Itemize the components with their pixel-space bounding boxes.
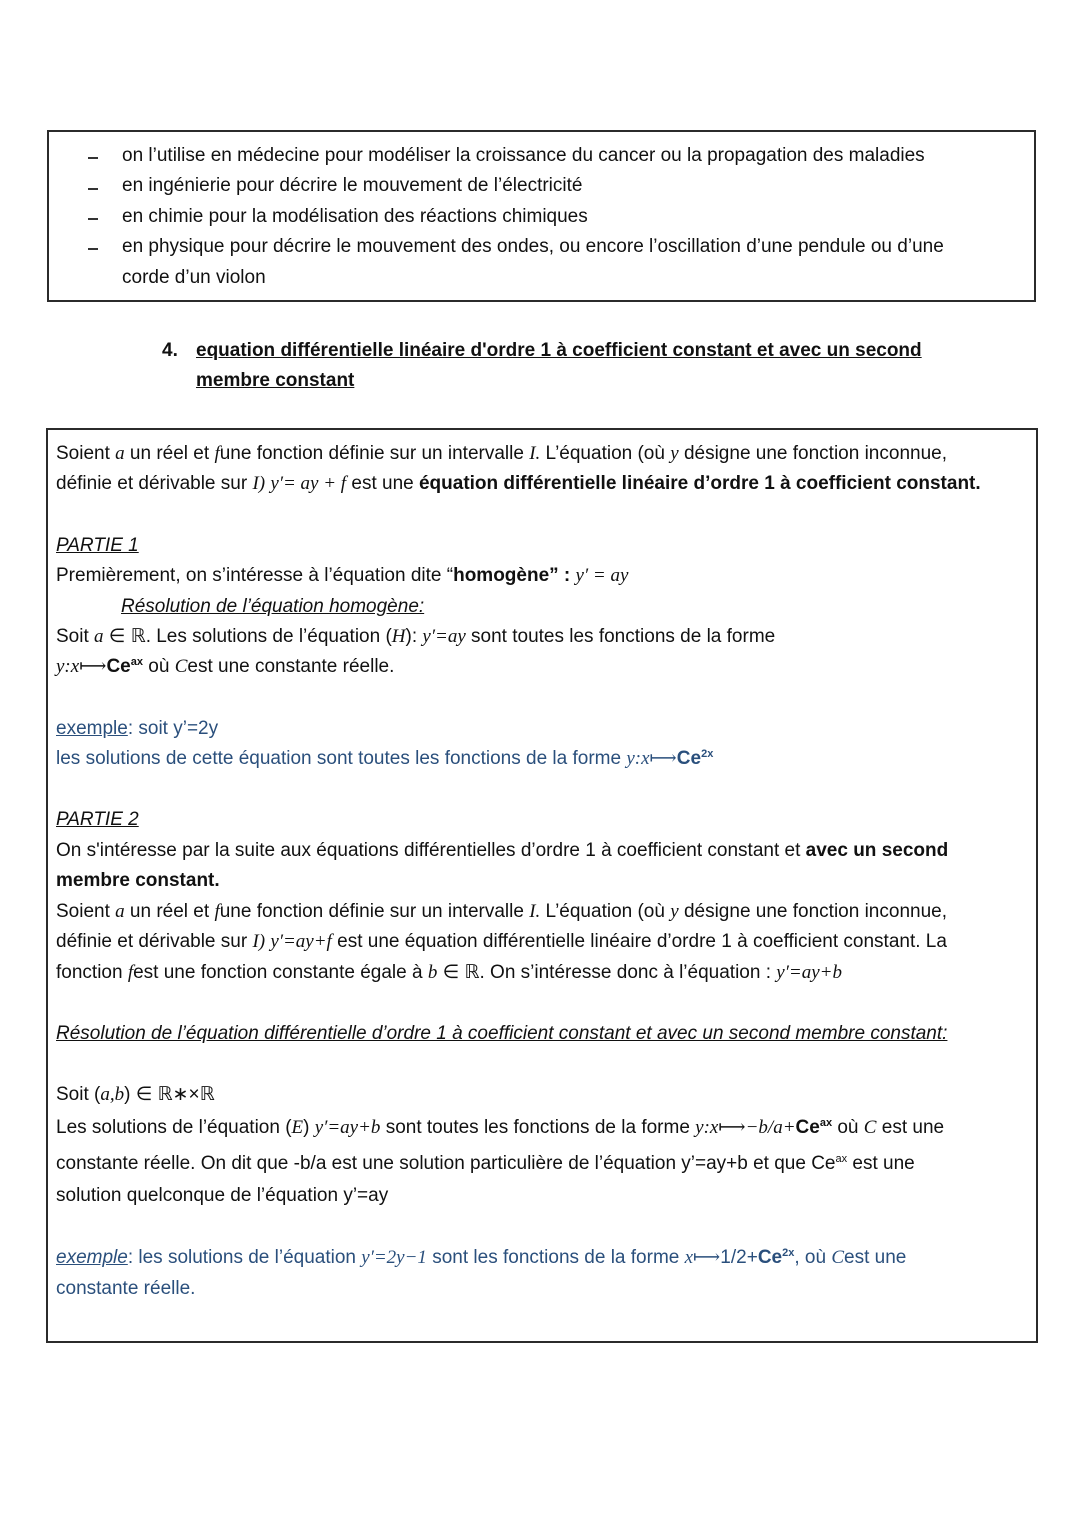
partie2-example-line2: constante réelle. [56,1278,196,1299]
partie1-title: PARTIE 1 [56,535,139,556]
section-title-line2: membre constant [196,370,355,391]
partie2-example: exemple: les solutions de l’équation y′=2y−1 sont les fonctions de la forme $x⟼1/2+Ce^{2x}$, où Cest une [56,1247,907,1268]
section-title-line1: equation différentielle linéaire d'ordre 1 à coefficient constant et avec un second [196,340,922,361]
list-dash [88,248,98,250]
section-heading [162,336,962,396]
partie1-example: exemple: soit y’=2y [56,718,219,739]
partie2-solution-line2: constante réelle. On dit que -b/a est une solution particulière de l’équation y’=ay+b et que $Ce^{ax}$ est une [56,1153,915,1174]
partie1-intro: Premièrement, on s’intéresse à l’équation dite “homogène” : y′ = ay [56,565,629,586]
partie2-text-line2: définie et dérivable sur I) y′=ay+f est une équation différentielle linéaire d’ordre 1 à coefficient constant. La [56,931,947,952]
list-dash [88,188,98,190]
partie2-soit: Soit (a,b) ∈ ℝ∗×ℝ [56,1084,215,1105]
partie2-text-line3: fonction fest une fonction constante égale à b ∈ ℝ. On s’intéresse donc à l’équation : y′=ay+b [56,962,842,983]
partie1-solution-form: $y:x⟼Ce^{ax}$ où Cest une constante réelle. [56,656,395,677]
list-item: on l’utilise en médecine pour modéliser la croissance du cancer ou la propagation des maladies [122,145,925,166]
partie2-solution-line3: solution quelconque de l’équation y’=ay [56,1185,389,1206]
list-item: en ingénierie pour décrire le mouvement de l’électricité [122,175,583,196]
partie2-intro-line2: membre constant. [56,870,220,891]
partie1-example-solution: les solutions de cette équation sont toutes les fonctions de la forme $y:x⟼Ce^{2x}$ [56,748,714,769]
partie1-solution: Soit a ∈ ℝ. Les solutions de l’équation (H): y′=ay sont toutes les fonctions de la forme [56,626,776,647]
partie2-solution-line1: Les solutions de l’équation (E) y′=ay+b sont toutes les fonctions de la forme $y:x⟼-b/a+Ce^{ax}$ où C est une [56,1117,945,1138]
list-dash [88,218,98,220]
partie1-subtitle: Résolution de l’équation homogène: [121,596,425,617]
list-dash [88,157,98,159]
partie2-subtitle: Résolution de l’équation différentielle d’ordre 1 à coefficient constant et avec un second membre constant: [56,1023,948,1044]
section-number: 4. [162,340,178,361]
partie2-title: PARTIE 2 [56,809,139,830]
definition-line1: Soient a un réel et fune fonction définie sur un intervalle I. L’équation (où y désigne une fonction inconnue, [56,443,947,464]
list-item: en chimie pour la modélisation des réactions chimiques [122,206,588,227]
definition-line2: définie et dérivable sur I) y′= ay + f est une équation différentielle linéaire d’ordre 1 à coefficient constant. [56,473,981,494]
partie2-text-line1: Soient a un réel et fune fonction définie sur un intervalle I. L’équation (où y désigne une fonction inconnue, [56,901,947,922]
list-item-continuation: corde d’un violon [122,267,266,288]
list-item: en physique pour décrire le mouvement des ondes, ou encore l’oscillation d’une pendule ou d’une [122,236,944,257]
partie2-intro-line1: On s'intéresse par la suite aux équations différentielles d’ordre 1 à coefficient constant et avec un second [56,840,949,861]
